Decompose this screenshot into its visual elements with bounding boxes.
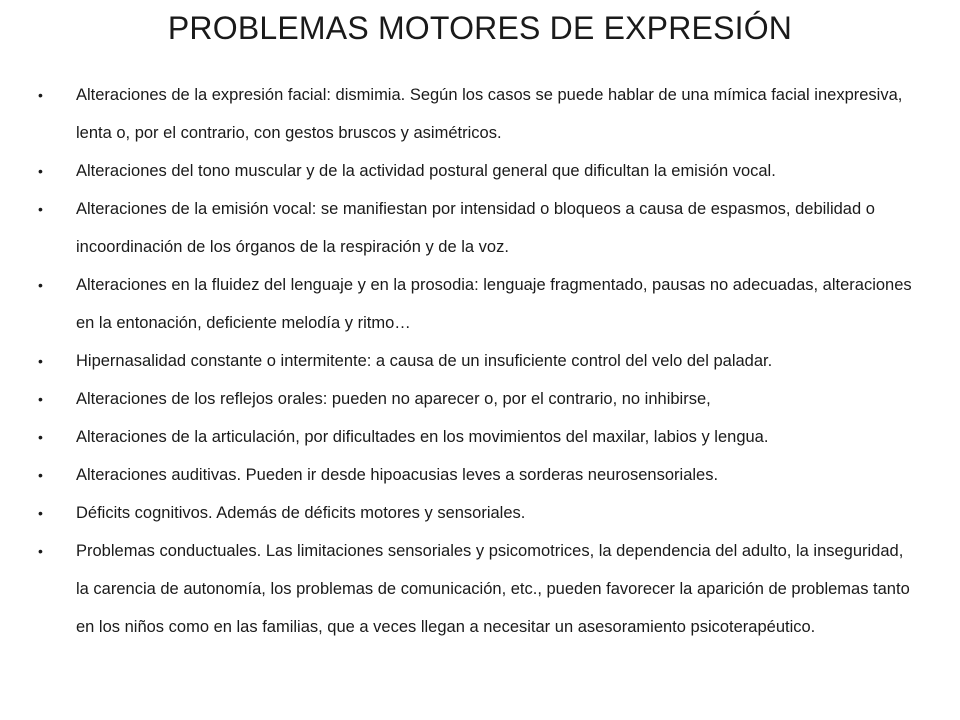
bullet-text: Alteraciones en la fluidez del lenguaje y en la prosodia: lenguaje fragmentado, pausas no adecuadas, alteraciones en la entonación, deficiente melodía y ritmo… [76,276,912,332]
bullet-icon: • [38,505,43,521]
bullet-list [38,76,918,646]
bullet-item [38,532,918,646]
bullet-icon: • [38,467,43,483]
bullet-text: Déficits cognitivos. Además de déficits motores y sensoriales. [76,504,526,522]
bullet-text: Alteraciones de la expresión facial: dismimia. Según los casos se puede hablar de una mímica facial inexpresiva, lenta o, por el contrario, con gestos bruscos y asimétricos. [76,86,903,142]
bullet-item [38,380,918,418]
bullet-icon: • [38,353,43,369]
bullet-item [38,342,918,380]
bullet-item [38,190,918,266]
bullet-item [38,418,918,456]
bullet-icon: • [38,201,43,217]
bullet-text: Alteraciones de la emisión vocal: se manifiestan por intensidad o bloqueos a causa de espasmos, debilidad o incoordinación de los órganos de la respiración y de la voz. [76,200,875,256]
bullet-text: Alteraciones de los reflejos orales: pueden no aparecer o, por el contrario, no inhibirse, [76,390,711,408]
bullet-icon: • [38,87,43,103]
bullet-item [38,456,918,494]
bullet-item [38,494,918,532]
bullet-icon: • [38,277,43,293]
bullet-icon: • [38,543,43,559]
slide-title: PROBLEMAS MOTORES DE EXPRESIÓN [167,10,793,46]
bullet-text: Alteraciones auditivas. Pueden ir desde hipoacusias leves a sorderas neurosensoriales. [76,466,719,484]
bullet-item [38,76,918,152]
bullet-text: Alteraciones del tono muscular y de la actividad postural general que dificultan la emisión vocal. [76,162,776,180]
bullet-icon: • [38,163,43,179]
bullet-text: Hipernasalidad constante o intermitente: a causa de un insuficiente control del velo del paladar. [76,352,773,370]
bullet-item [38,152,918,190]
bullet-text: Problemas conductuales. Las limitaciones sensoriales y psicomotrices, la dependencia del adulto, la inseguridad, la carencia de autonomía, los problemas de comunicación, etc., pueden favorecer la aparición de problemas tanto en los niños como en las familias, que a veces llegan a necesitar un asesoramiento psicoterapéutico. [76,542,910,636]
bullet-item [38,266,918,342]
bullet-icon: • [38,429,43,445]
bullet-icon: • [38,391,43,407]
bullet-text: Alteraciones de la articulación, por dificultades en los movimientos del maxilar, labios y lengua. [76,428,769,446]
